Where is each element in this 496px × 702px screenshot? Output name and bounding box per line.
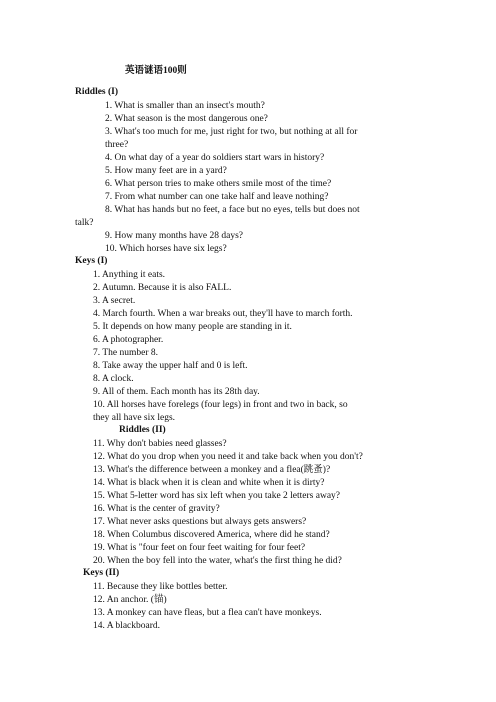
riddle-line: 3. What's too much for me, just right for two, but nothing at all for — [105, 127, 358, 137]
key-line: 7. The number 8. — [93, 348, 158, 358]
riddle-line: 14. What is black when it is clean and white when it is dirty? — [93, 478, 325, 488]
document-title: 英语谜语100则 — [125, 66, 187, 76]
key-line: 8. Take away the upper half and 0 is left. — [93, 361, 248, 371]
key-line: 13. A monkey can have fleas, but a flea can't have monkeys. — [93, 608, 322, 618]
riddle-line: 19. What is "four feet on four feet waiting for four feet? — [93, 543, 306, 553]
riddle-line: 10. Which horses have six legs? — [105, 244, 227, 254]
key-line: 2. Autumn. Because it is also FALL. — [93, 283, 232, 293]
key-line: 14. A blackboard. — [93, 621, 161, 631]
riddle-line: three? — [105, 140, 129, 150]
key-line: 11. Because they like bottles better. — [93, 582, 228, 592]
riddle-line: 8. What has hands but no feet, a face but no eyes, tells but does not — [105, 205, 360, 215]
key-line: 5. It depends on how many people are standing in it. — [93, 322, 292, 332]
key-line: 4. March fourth. When a war breaks out, they'll have to march forth. — [93, 309, 353, 319]
key-line: 3. A secret. — [93, 296, 136, 306]
key-line: 1. Anything it eats. — [93, 270, 166, 280]
section-heading-riddles-1: Riddles (I) — [75, 87, 119, 97]
key-line: 9. All of them. Each month has its 28th day. — [93, 387, 260, 397]
section-heading-riddles-2: Riddles (II) — [119, 425, 166, 435]
section-heading-keys-1: Keys (I) — [75, 256, 108, 266]
riddle-line: 20. When the boy fell into the water, what's the first thing he did? — [93, 556, 342, 566]
riddle-line: 13. What's the difference between a monkey and a flea(跳蚤)? — [93, 465, 331, 475]
riddle-line: 18. When Columbus discovered America, where did he stand? — [93, 530, 330, 540]
riddle-line: 2. What season is the most dangerous one? — [105, 114, 268, 124]
riddle-line: 16. What is the center of gravity? — [93, 504, 220, 514]
riddle-line: 9. How many months have 28 days? — [105, 231, 243, 241]
key-line: 10. All horses have forelegs (four legs) in front and two in back, so — [93, 400, 348, 410]
riddle-line: 12. What do you drop when you need it and take back when you don't? — [93, 452, 363, 462]
riddle-line: 5. How many feet are in a yard? — [105, 166, 227, 176]
key-line: 8. A clock. — [93, 374, 134, 384]
key-line: 6. A photographer. — [93, 335, 164, 345]
key-line: 12. An anchor. (锚) — [93, 595, 167, 605]
key-line: they all have six legs. — [93, 413, 176, 423]
section-heading-keys-2: Keys (II) — [83, 568, 120, 578]
riddle-line: 11. Why don't babies need glasses? — [93, 439, 227, 449]
riddle-line: 1. What is smaller than an insect's mouth? — [105, 101, 265, 111]
riddle-line: 17. What never asks questions but always gets answers? — [93, 517, 307, 527]
riddle-line: 15. What 5-letter word has six left when you take 2 letters away? — [93, 491, 341, 501]
riddle-line: 4. On what day of a year do soldiers start wars in history? — [105, 153, 325, 163]
riddle-line: 7. From what number can one take half and leave nothing? — [105, 192, 329, 202]
riddle-line: talk? — [75, 218, 94, 228]
riddle-line: 6. What person tries to make others smile most of the time? — [105, 179, 332, 189]
